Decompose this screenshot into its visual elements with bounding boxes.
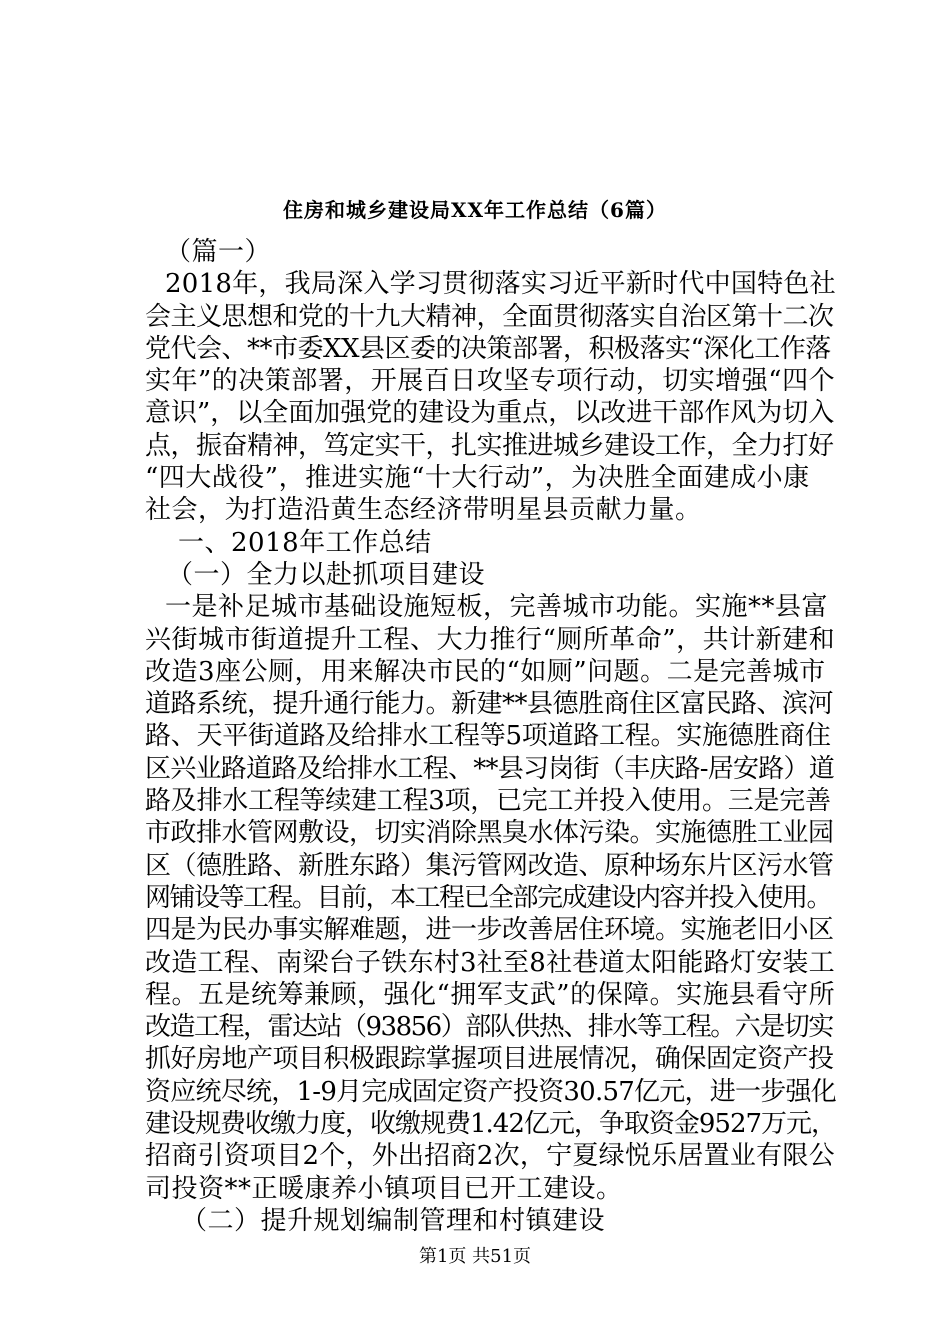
paragraph-line: 一是补足城市基础设施短板，完善城市功能。实施**县富 [165,592,829,623]
section-heading-part-one: （篇一） [165,237,272,267]
paragraph-line: 改造工程，雷达站（93856）部队供热、排水等工程。六是切实 [145,1012,833,1043]
section-heading-summary: 一、2018年工作总结 [178,527,432,558]
subsection-heading: （一）全力以赴抓项目建设 [167,559,486,590]
paragraph-line: 区（德胜路、新胜东路）集污管网改造、原种场东片区污水管 [145,850,834,881]
paragraph-line: 道路系统，提升通行能力。新建**县德胜商住区富民路、滨河 [145,689,834,720]
paragraph-line: 资应统尽统，1-9月完成固定资产投资30.57亿元，进一步强化 [145,1076,837,1107]
paragraph-line: 社会，为打造沿黄生态经济带明星县贡献力量。 [145,495,702,526]
paragraph-line: 兴街城市街道提升工程、大力推行“厕所革命”，共计新建和 [145,624,836,655]
document-title: 住房和城乡建设局XX年工作总结（6篇） [283,198,667,222]
paragraph-line: 点，振奋精神，笃定实干，扎实推进城乡建设工作，全力打好 [145,430,834,461]
paragraph-line: 建设规费收缴力度，收缴规费1.42亿元，争取资金9527万元， [145,1109,837,1140]
paragraph-line: 网铺设等工程。目前，本工程已全部完成建设内容并投入使用。 [145,882,832,913]
paragraph-line: 实年”的决策部署，开展百日攻坚专项行动，切实增强“四个 [145,366,836,397]
paragraph-line: 市政排水管网敷设，切实消除黑臭水体污染。实施德胜工业园 [145,818,834,849]
paragraph-line: 会主义思想和党的十九大精神，全面贯彻落实自治区第十二次 [145,301,834,332]
paragraph-line: “四大战役”，推进实施“十大行动”，为决胜全面建成小康 [145,463,810,494]
paragraph-line: 程。五是统筹兼顾，强化“拥军支武”的保障。实施县看守所 [145,979,836,1010]
paragraph-line: 路及排水工程等续建工程3项，已完工并投入使用。三是完善 [145,786,831,817]
page-number-footer: 第1页 共51页 [418,1246,532,1267]
paragraph-line: 招商引资项目2个，外出招商2次，宁夏绿悦乐居置业有限公 [145,1141,835,1172]
subsection-heading: （二）提升规划编制管理和村镇建设 [181,1205,606,1236]
paragraph-line: 抓好房地产项目积极跟踪掌握项目进展情况，确保固定资产投 [145,1044,834,1075]
paragraph-line: 改造工程、南梁台子铁东村3社至8社巷道太阳能路灯安装工 [145,947,835,978]
paragraph-line: 2018年，我局深入学习贯彻落实习近平新时代中国特色社 [165,269,836,300]
paragraph-line: 改造3座公厕，用来解决市民的“如厕”问题。二是完善城市 [145,656,826,687]
paragraph-line: 区兴业路道路及给排水工程、**县习岗街（丰庆路-居安路）道 [145,753,835,784]
paragraph-line: 意识”，以全面加强党的建设为重点，以改进干部作风为切入 [145,398,835,429]
paragraph-line: 党代会、**市委XX县区委的决策部署，积极落实“深化工作落 [145,333,831,364]
document-body [145,236,835,1237]
paragraph-line: 路、天平街道路及给排水工程等5项道路工程。实施德胜商住 [145,721,831,752]
paragraph-line: 司投资**正暖康养小镇项目已开工建设。 [145,1173,623,1204]
paragraph-line: 四是为民办事实解难题，进一步改善居住环境。实施老旧小区 [145,915,834,946]
